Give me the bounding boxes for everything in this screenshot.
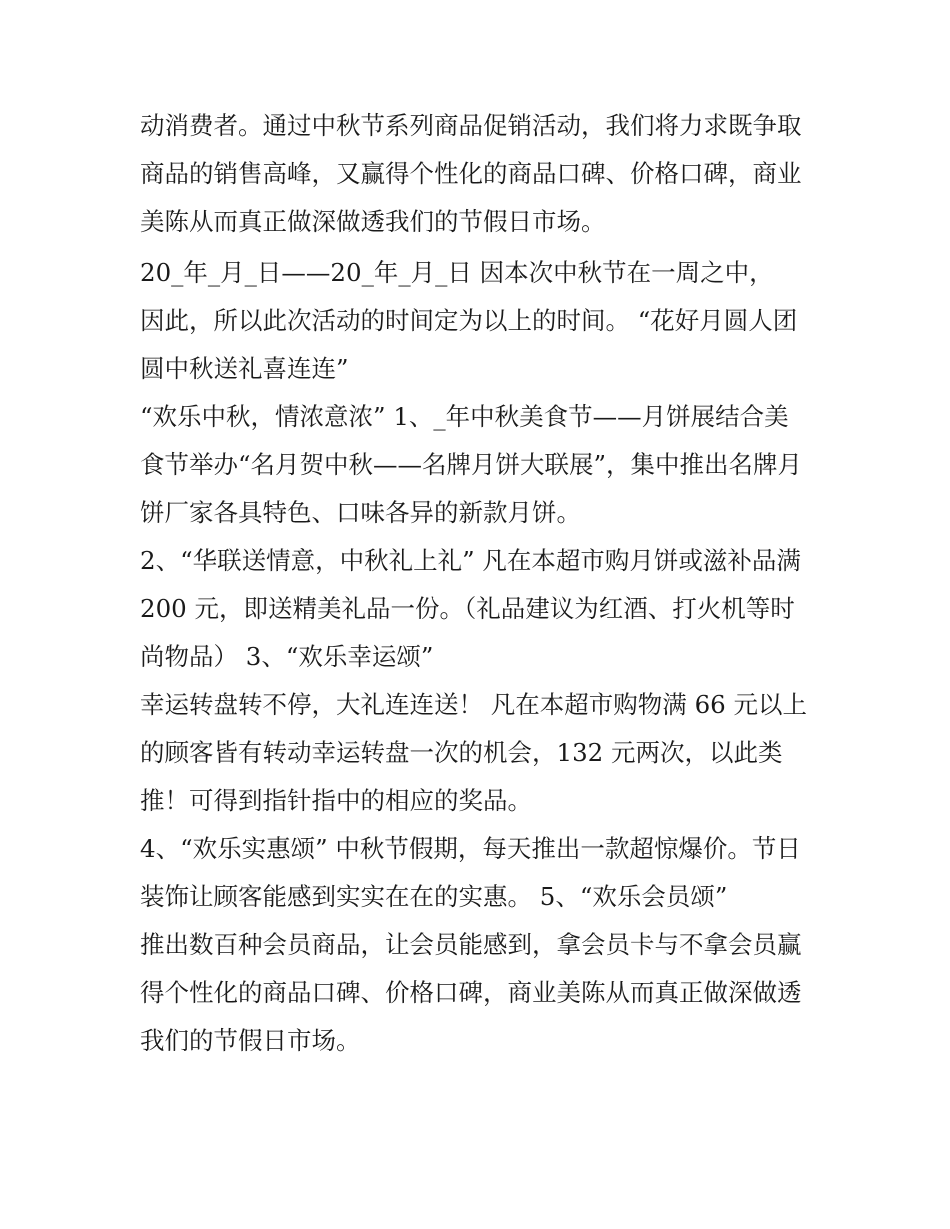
text-line: 我们的节假日市场。: [140, 1026, 361, 1055]
text-line: 饼厂家各具特色、口味各异的新款月饼。: [140, 498, 581, 527]
text-line: 动消费者。通过中秋节系列商品促销活动，我们将力求既争取: [140, 111, 802, 140]
text-line: 因此，所以此次活动的时间定为以上的时间。 “花好月圆人团: [140, 306, 798, 335]
text-line: 美陈从而真正做深做透我们的节假日市场。: [140, 207, 606, 236]
text-line: 推！可得到指针指中的相应的奖品。: [140, 786, 532, 815]
text-line: 推出数百种会员商品，让会员能感到，拿会员卡与不拿会员赢: [140, 930, 802, 959]
text-line: 的顾客皆有转动幸运转盘一次的机会，132 元两次，以此类: [140, 738, 783, 767]
document-body: [140, 102, 820, 1065]
text-line: 幸运转盘转不停，大礼连连送！ 凡在本超市购物满 66 元以上: [140, 690, 808, 719]
text-line: 尚物品） 3、“欢乐幸运颂”: [140, 642, 434, 671]
text-line: 食节举办“名月贺中秋——名牌月饼大联展”，集中推出名牌月: [140, 450, 803, 479]
text-line: 得个性化的商品口碑、价格口碑，商业美陈从而真正做深做透: [140, 978, 802, 1007]
text-line: 2、“华联送情意，中秋礼上礼” 凡在本超市购月饼或滋补品满: [140, 546, 801, 575]
text-line: 200 元，即送精美礼品一份。（礼品建议为红酒、打火机等时: [140, 594, 795, 623]
text-line: 4、“欢乐实惠颂” 中秋节假期，每天推出一款超惊爆价。节日: [140, 834, 801, 863]
text-line: “欢乐中秋，情浓意浓” 1、_年中秋美食节——月饼展结合美: [140, 402, 789, 431]
text-line: 商品的销售高峰，又赢得个性化的商品口碑、价格口碑，商业: [140, 159, 802, 188]
text-line: 装饰让顾客能感到实实在在的实惠。 5、“欢乐会员颂”: [140, 882, 728, 911]
text-line: 圆中秋送礼喜连连”: [140, 354, 349, 383]
text-line: 20_年_月_日——20_年_月_日 因本次中秋节在一周之中，: [140, 258, 774, 287]
